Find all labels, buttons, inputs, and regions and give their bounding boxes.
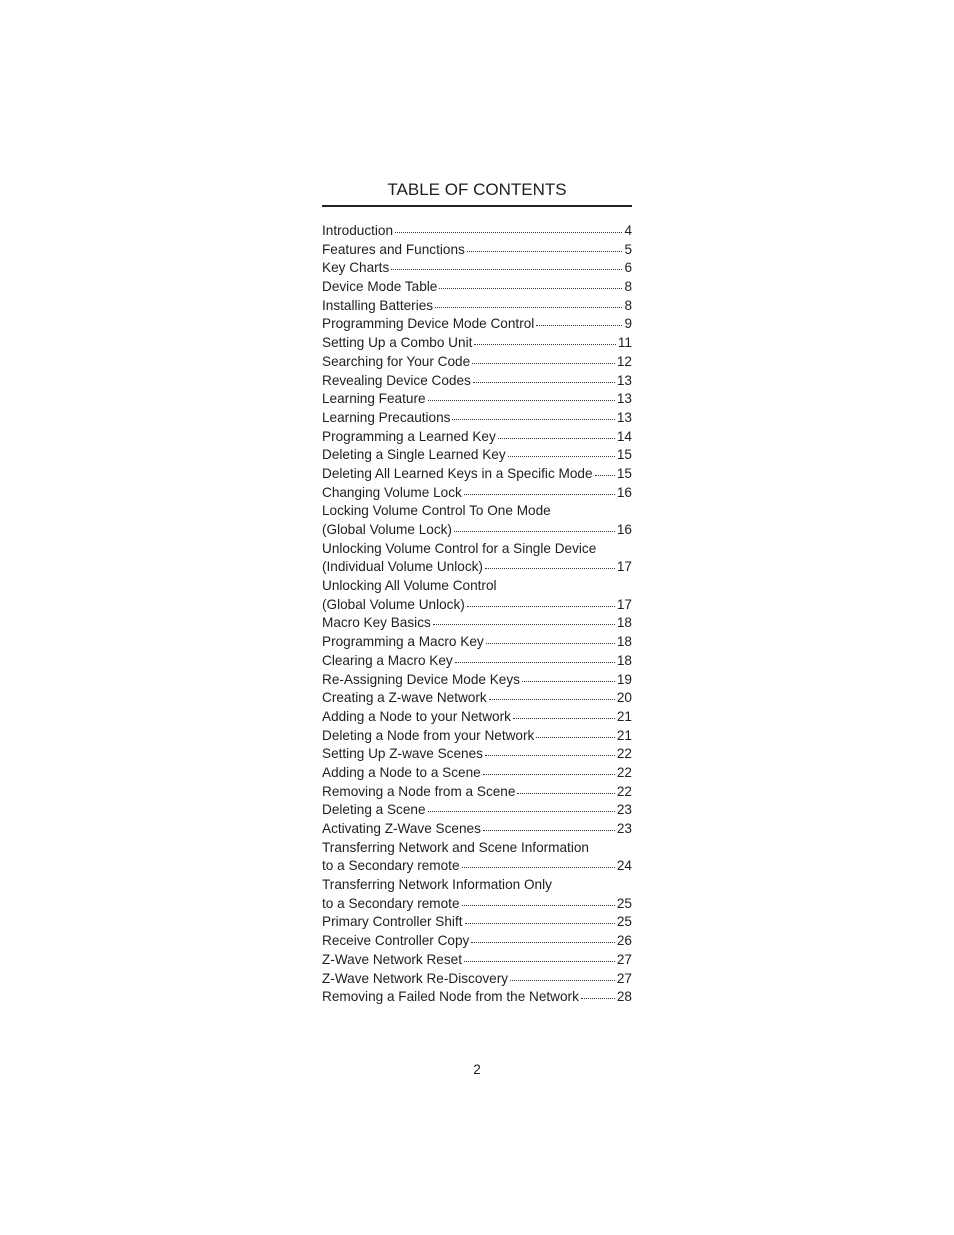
dot-leader: [462, 895, 615, 906]
toc-entry-page: 28: [616, 989, 632, 1005]
toc-entry: [322, 988, 632, 1007]
toc-entry: [322, 558, 632, 577]
toc-entry: [322, 259, 632, 278]
toc-entry: [322, 783, 632, 802]
dot-leader: [467, 596, 615, 607]
toc-entry-page: 8: [624, 279, 632, 295]
dot-leader: [510, 969, 615, 980]
dot-leader: [508, 446, 615, 457]
toc-entry-page: 25: [616, 895, 632, 911]
toc-entry: [322, 502, 632, 521]
toc-entry-page: 15: [616, 447, 632, 463]
dot-leader: [455, 652, 615, 663]
toc-entry-page: 18: [616, 634, 632, 650]
toc-entry-label: to a Secondary remote: [322, 858, 460, 874]
dot-leader: [473, 371, 615, 382]
toc-entry: [322, 727, 632, 746]
toc-entry-page: 18: [616, 652, 632, 668]
toc-entry-label: (Individual Volume Unlock): [322, 559, 483, 575]
toc-entry: [322, 913, 632, 932]
toc-entry: [322, 633, 632, 652]
toc-entry-page: 24: [616, 858, 632, 874]
dot-leader: [428, 801, 615, 812]
toc-entry-page: 21: [616, 708, 632, 724]
toc-entry-page: 20: [616, 690, 632, 706]
toc-entry-label: Installing Batteries: [322, 297, 434, 313]
toc-entry-page: 26: [616, 933, 632, 949]
toc-entry: [322, 970, 632, 989]
toc-entry-page: 17: [616, 596, 632, 612]
toc-entry: [322, 521, 632, 540]
toc-entry: [322, 857, 632, 876]
toc-entry: [322, 801, 632, 820]
toc-entry-label: Deleting a Scene: [322, 802, 426, 818]
toc-entry-label: Transferring Network Information Only: [322, 877, 552, 893]
dot-leader: [464, 951, 615, 962]
toc-entry-page: 23: [616, 802, 632, 818]
toc-entry-page: 22: [616, 783, 632, 799]
toc-entry: [322, 652, 632, 671]
dot-leader: [464, 483, 615, 494]
toc-entry-page: 12: [616, 353, 632, 369]
dot-leader: [433, 614, 615, 625]
toc-entry-page: 27: [616, 951, 632, 967]
toc-entry-page: 4: [624, 223, 632, 238]
toc-entry: [322, 839, 632, 858]
dot-leader: [581, 988, 615, 999]
dot-leader: [472, 353, 615, 364]
toc-entry-label: Deleting All Learned Keys in a Specific Mode: [322, 465, 593, 481]
toc-entry-label: Unlocking Volume Control for a Single Device: [322, 540, 597, 556]
toc-entry: [322, 446, 632, 465]
toc-entry-label: Deleting a Single Learned Key: [322, 447, 506, 463]
toc-entry: [322, 764, 632, 783]
toc-entry-page: 13: [616, 409, 632, 425]
dot-leader: [474, 334, 616, 345]
toc-entry-label: Unlocking All Volume Control: [322, 578, 497, 594]
toc-entry-page: 21: [616, 727, 632, 743]
toc-entry-page: 6: [624, 260, 632, 276]
toc-entry-label: (Global Volume Lock): [322, 522, 452, 537]
dot-leader: [536, 726, 615, 737]
toc-entry: [322, 484, 632, 503]
toc-entry-label: (Global Volume Unlock): [322, 596, 465, 612]
toc-entry-label: Programming a Learned Key: [322, 428, 496, 444]
dot-leader: [471, 932, 615, 943]
toc-entry: [322, 577, 632, 596]
toc-entry-page: 16: [616, 484, 632, 500]
toc-entry: [322, 390, 632, 409]
toc-entry: [322, 353, 632, 372]
page-title: TABLE OF CONTENTS: [387, 180, 567, 199]
toc-entry-label: Programming a Macro Key: [322, 634, 484, 650]
toc-entry-page: 14: [616, 428, 632, 444]
toc-entry-page: 25: [616, 914, 632, 930]
toc-entry-page: 11: [617, 335, 632, 351]
toc-entry-page: 27: [616, 970, 632, 986]
toc-entry-page: 13: [616, 391, 632, 407]
toc-entry: [322, 820, 632, 839]
toc-entry-label: Receive Controller Copy: [322, 933, 470, 949]
dot-leader: [483, 764, 615, 775]
toc-entry-label: Deleting a Node from your Network: [322, 727, 535, 743]
toc-entry-page: 19: [616, 671, 632, 687]
dot-leader: [595, 465, 615, 476]
toc-entry-page: 23: [616, 821, 632, 836]
dot-leader: [483, 820, 615, 831]
toc-entry-label: Clearing a Macro Key: [322, 652, 453, 668]
toc-entry-page: 17: [616, 559, 632, 575]
toc-entry: [322, 951, 632, 970]
toc-entry-label: Adding a Node to your Network: [322, 708, 511, 724]
toc-entry-page: 15: [616, 465, 632, 481]
dot-leader: [467, 241, 623, 252]
toc-entry-label: Programming Device Mode Control: [322, 316, 535, 332]
toc-entry: [322, 671, 632, 690]
dot-leader: [513, 708, 615, 719]
toc-entry-page: 5: [624, 241, 632, 257]
dot-leader: [485, 558, 615, 569]
toc-entry-label: to a Secondary remote: [322, 895, 460, 911]
toc-entry-label: Key Charts: [322, 260, 390, 276]
toc-entry: [322, 278, 632, 297]
toc-entry-page: 16: [616, 522, 632, 537]
toc-entry: [322, 932, 632, 951]
toc-entry: [322, 745, 632, 764]
dot-leader: [439, 278, 622, 289]
toc-entry: [322, 596, 632, 615]
toc-entry-label: Learning Feature: [322, 391, 426, 407]
toc-entry: [322, 895, 632, 914]
toc-entry-label: Learning Precautions: [322, 409, 451, 425]
toc-entry: [322, 409, 632, 428]
toc-entry-page: 8: [624, 297, 632, 313]
toc-entry-label: Searching for Your Code: [322, 353, 471, 369]
toc-entry: [322, 540, 632, 559]
toc-entry-label: Creating a Z-wave Network: [322, 690, 487, 706]
toc-entry: [322, 689, 632, 708]
toc-entry-page: 18: [616, 615, 632, 631]
dot-leader: [465, 913, 615, 924]
dot-leader: [498, 427, 615, 438]
toc-entry-label: Transferring Network and Scene Information: [322, 839, 589, 855]
toc-entry: [322, 241, 632, 260]
page-number: 2: [473, 1062, 481, 1077]
toc-entry-page: 22: [616, 764, 632, 780]
toc-entry-label: Setting Up Z-wave Scenes: [322, 746, 483, 762]
toc-entry-page: 9: [624, 316, 632, 332]
toc-entry-label: Features and Functions: [322, 241, 465, 257]
dot-leader: [435, 297, 622, 308]
toc-entry-label: Z-Wave Network Reset: [322, 951, 462, 967]
toc-entry: [322, 297, 632, 316]
toc-entry-label: Changing Volume Lock: [322, 484, 462, 500]
dot-leader: [452, 409, 614, 420]
toc-entry-page: 22: [616, 746, 632, 762]
dot-leader: [489, 689, 615, 700]
toc-entry-label: Removing a Node from a Scene: [322, 783, 516, 799]
toc-entry-label: Z-Wave Network Re-Discovery: [322, 970, 509, 986]
toc-entry-label: Revealing Device Codes: [322, 372, 471, 388]
dot-leader: [454, 521, 615, 532]
toc-entry-label: Setting Up a Combo Unit: [322, 335, 473, 351]
dot-leader: [536, 315, 622, 326]
toc-entry-list: [322, 222, 632, 1007]
toc-entry-label: Primary Controller Shift: [322, 914, 463, 930]
toc-entry-label: Re-Assigning Device Mode Keys: [322, 671, 520, 687]
dot-leader: [485, 745, 615, 756]
toc-entry: [322, 465, 632, 484]
toc-entry: [322, 334, 632, 353]
toc-entry-label: Activating Z-Wave Scenes: [322, 821, 481, 836]
dot-leader: [391, 259, 622, 270]
toc-entry: [322, 222, 632, 241]
title-underline: [322, 205, 632, 207]
dot-leader: [428, 390, 615, 401]
toc-entry-label: Introduction: [322, 223, 394, 238]
dot-leader: [517, 782, 614, 793]
toc-entry: [322, 315, 632, 334]
toc-entry-label: Removing a Failed Node from the Network: [322, 989, 579, 1005]
dot-leader: [486, 633, 615, 644]
toc-entry-label: Adding a Node to a Scene: [322, 764, 481, 780]
toc-entry-label: Macro Key Basics: [322, 615, 431, 631]
dot-leader: [462, 857, 615, 868]
toc-entry-label: Locking Volume Control To One Mode: [322, 503, 551, 519]
toc-entry: [322, 708, 632, 727]
dot-leader: [522, 670, 615, 681]
toc-entry: [322, 614, 632, 633]
toc-entry: [322, 428, 632, 447]
toc-entry: [322, 372, 632, 391]
toc-entry: [322, 876, 632, 895]
dot-leader: [395, 222, 622, 233]
table-of-contents: [322, 179, 632, 1007]
toc-entry-label: Device Mode Table: [322, 279, 438, 295]
toc-entry-page: 13: [616, 372, 632, 388]
